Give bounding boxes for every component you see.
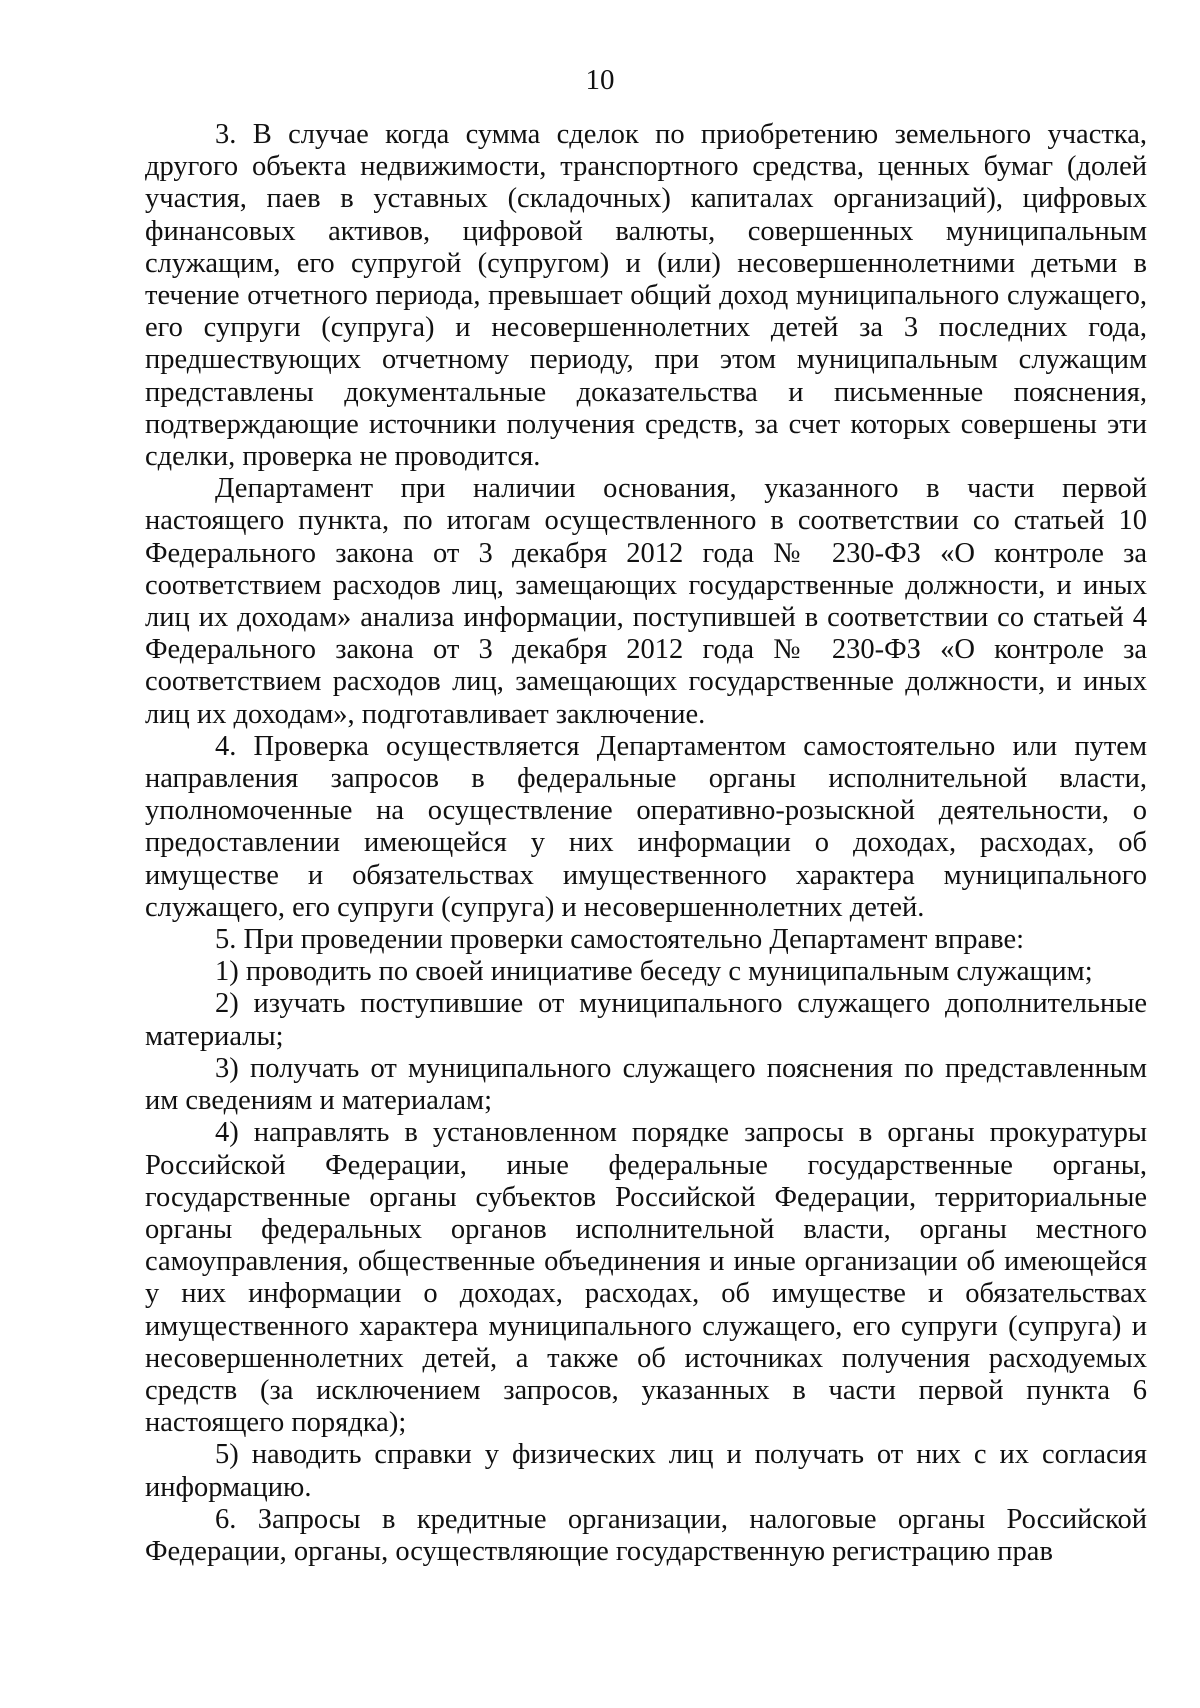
paragraph-4: 4. Проверка осуществляется Департаментом самостоятельно или путем направления запросов в федеральные органы исполнительной власти, уполномоченные на осуществление оперативно-розыскной деятельности, о предоставлении имеющейся у них информации о доходах, расходах, об имуществе и обязательствах имущественного характера муниципального служащего, его супруги (супруга) и несовершеннолетних детей. <box>145 730 1147 923</box>
paragraph-6: 6. Запросы в кредитные организации, налоговые органы Российской Федерации, органы, осуществляющие государственную регистрацию прав <box>145 1503 1147 1567</box>
page-number: 10 <box>585 64 615 96</box>
paragraph-3: 3. В случае когда сумма сделок по приобретению земельного участка, другого объекта недвижимости, транспортного средства, ценных бумаг (долей участия, паев в уставных (складочных) капиталах организаций), цифровых финансовых активов, цифровой валюты, совершенных муниципальным служащим, его супругой (супругом) и (или) несовершеннолетними детьми в течение отчетного периода, превышает общий доход муниципального служащего, его супруги (супруга) и несовершеннолетних детей за 3 последних года, предшествующих отчетному периоду, при этом муниципальным служащим представлены документальные доказательства и письменные пояснения, подтверждающие источники получения средств, за счет которых совершены эти сделки, проверка не проводится. <box>145 119 1147 473</box>
paragraph-department-conclusion: Департамент при наличии основания, указанного в части первой настоящего пункта, по итогам осуществленного в соответствии со статьей 10 Федерального закона от 3 декабря 2012 года № 230-ФЗ «О контроле за соответствием расходов лиц, замещающих государственные должности, и иных лиц их доходам» анализа информации, поступившей в соответствии со статьей 4 Федерального закона от 3 декабря 2012 года № 230-ФЗ «О контроле за соответствием расходов лиц, замещающих государственные должности, и иных лиц их доходам», подготавливает заключение. <box>145 473 1147 730</box>
document-body <box>145 119 1147 1568</box>
list-item-5-3: 3) получать от муниципального служащего пояснения по представленным им сведениям и материалам; <box>145 1052 1147 1117</box>
list-item-5-2: 2) изучать поступившие от муниципального служащего дополнительные материалы; <box>145 988 1147 1052</box>
paragraph-5: 5. При проведении проверки самостоятельно Департамент вправе: <box>215 924 1025 956</box>
list-item-5-5: 5) наводить справки у физических лиц и получать от них с их согласия информацию. <box>145 1439 1147 1503</box>
list-item-5-1: 1) проводить по своей инициативе беседу с муниципальным служащим; <box>215 956 1093 988</box>
list-item-5-4: 4) направлять в установленном порядке запросы в органы прокуратуры Российской Федерации, иные федеральные государственные органы, государственные органы субъектов Российской Федерации, территориальные органы федеральных органов исполнительной власти, органы местного самоуправления, общественные объединения и иные организации об имеющейся у них информации о доходах, расходах, об имуществе и обязательствах имущественного характера муниципального служащего, его супруги (супруга) и несовершеннолетних детей, а также об источниках получения расходуемых средств (за исключением запросов, указанных в части первой пункта 6 настоящего порядка); <box>145 1117 1147 1439</box>
